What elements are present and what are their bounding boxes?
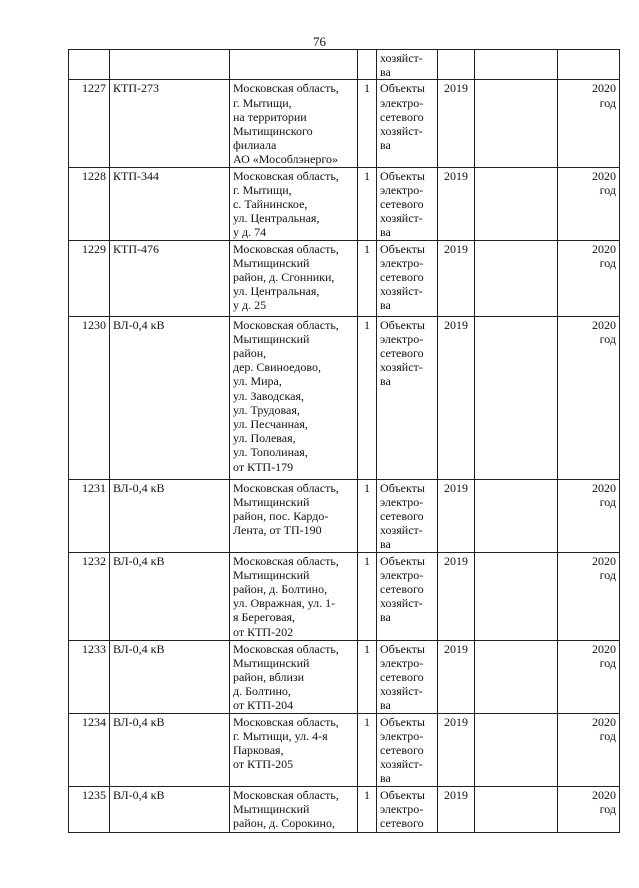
cell-address-line: Московская область, xyxy=(233,81,339,96)
cell-address xyxy=(230,80,358,167)
cell-qty: 1 xyxy=(358,479,377,552)
cell-deadline-line: год xyxy=(599,182,616,197)
cell-type-line: Объекты xyxy=(380,480,425,495)
cell-type-line: ва xyxy=(380,298,391,313)
cell-year: 2019 xyxy=(438,240,475,316)
cell-deadline-line: 2020 xyxy=(592,168,616,183)
cell-year: 2019 xyxy=(438,479,475,552)
cell-qty: 1 xyxy=(358,80,377,167)
cell-qty: 1 xyxy=(358,552,377,640)
cell-address-line: ул. Центральная, xyxy=(233,211,320,226)
cell-deadline-line: 2020 xyxy=(592,787,616,802)
cell-address xyxy=(230,167,358,240)
cell-address-line: г. Мытищи, ул. 4-я xyxy=(233,728,328,743)
cell-qty: 1 xyxy=(358,713,377,786)
cell-deadline xyxy=(558,479,620,552)
cell-name: КТП-344 xyxy=(110,167,230,240)
cell-address-line: у д. 74 xyxy=(233,225,267,240)
cell-num: 1229 xyxy=(69,240,110,316)
cell-year: 2019 xyxy=(438,316,475,479)
cell-empty xyxy=(475,713,558,786)
table-row xyxy=(69,713,620,786)
cell-type-line: Объекты xyxy=(380,553,425,568)
cell-type-line: сетевого xyxy=(380,197,424,212)
cell-name: КТП-273 xyxy=(110,80,230,167)
cell-deadline-line: 2020 xyxy=(592,714,616,729)
cell-num: 1228 xyxy=(69,167,110,240)
table-row-continued xyxy=(69,50,620,80)
cell-name: ВЛ-0,4 кВ xyxy=(110,640,230,713)
cell-deadline-line: 2020 xyxy=(592,641,616,656)
cell-type-line: электро- xyxy=(380,494,424,509)
cell-address-line: Мытищинского xyxy=(233,124,313,139)
cell-type-line: сетевого xyxy=(380,509,424,524)
cell-address xyxy=(230,479,358,552)
cell-address-line: Московская область, xyxy=(233,480,339,495)
cell-address-line: у д. 25 xyxy=(233,298,267,313)
cell-address-line: Мытищинский xyxy=(233,494,310,509)
cell-name: ВЛ-0,4 кВ xyxy=(110,552,230,640)
cell-deadline-line: год xyxy=(599,655,616,670)
cell-type-line: электро- xyxy=(380,182,424,197)
cell-address-line: ул. Песчанная, xyxy=(233,417,308,432)
cell-type-line: ва xyxy=(380,610,391,625)
cell-deadline-line: год xyxy=(599,801,616,816)
cell-type-line: хозяйст- xyxy=(380,684,423,699)
cell-type-line: Объекты xyxy=(380,81,425,96)
cell-address-line: Московская область, xyxy=(233,241,339,256)
cell-address xyxy=(230,713,358,786)
cell-address-line: район, д. Болтино, xyxy=(233,582,328,597)
cell-num xyxy=(69,50,110,80)
cell-type-line: хозяйст- xyxy=(380,360,423,375)
cell-address-line: г. Мытищи, xyxy=(233,182,292,197)
type-line: хозяйст- xyxy=(380,51,423,65)
cell-deadline xyxy=(558,240,620,316)
cell-address-line: ул. Заводская, xyxy=(233,388,304,403)
cell-address-line: Парковая, xyxy=(233,743,284,758)
cell-deadline-line: год xyxy=(599,567,616,582)
cell-address-line: г. Мытищи, xyxy=(233,95,292,110)
cell-name: КТП-476 xyxy=(110,240,230,316)
cell-year: 2019 xyxy=(438,552,475,640)
cell-type-line: электро- xyxy=(380,655,424,670)
cell-deadline-line: 2020 xyxy=(592,81,616,96)
cell-address-line: Мытищинский xyxy=(233,801,310,816)
cell-type-line: электро- xyxy=(380,331,424,346)
cell-type-line: сетевого xyxy=(380,816,424,831)
cell-qty: 1 xyxy=(358,316,377,479)
cell-type-line: Объекты xyxy=(380,168,425,183)
cell-type xyxy=(377,479,438,552)
cell-type-line: Объекты xyxy=(380,317,425,332)
cell-empty xyxy=(475,479,558,552)
cell-deadline-line: год xyxy=(599,255,616,270)
cell-address-line: я Береговая, xyxy=(233,610,296,625)
cell-type xyxy=(377,786,438,832)
cell-deadline xyxy=(558,316,620,479)
cell-type-line: сетевого xyxy=(380,582,424,597)
cell-qty: 1 xyxy=(358,640,377,713)
cell-type-line: Объекты xyxy=(380,241,425,256)
table-row xyxy=(69,80,620,167)
cell-address-line: Мытищинский xyxy=(233,655,310,670)
cell-address-line: от КТП-204 xyxy=(233,698,294,713)
cell-deadline xyxy=(558,80,620,167)
cell-address-line: Московская область, xyxy=(233,553,339,568)
cell-address-line: Московская область, xyxy=(233,787,339,802)
cell-deadline xyxy=(558,50,620,80)
cell-address-line: Мытищинский xyxy=(233,567,310,582)
cell-type-line: электро- xyxy=(380,801,424,816)
cell-address-line: район, xyxy=(233,346,267,361)
type-line: ва xyxy=(380,65,391,80)
cell-address-line: АО «Мособлэнерго» xyxy=(233,152,339,167)
cell-empty xyxy=(475,552,558,640)
cell-address xyxy=(230,50,358,80)
cell-address-line: Московская область, xyxy=(233,168,339,183)
cell-deadline xyxy=(558,552,620,640)
cell-address-line: с. Тайнинское, xyxy=(233,197,308,212)
cell-qty: 1 xyxy=(358,786,377,832)
cell-type-line: сетевого xyxy=(380,670,424,685)
cell-year: 2019 xyxy=(438,80,475,167)
cell-num: 1230 xyxy=(69,316,110,479)
cell-type-line: ва xyxy=(380,374,391,389)
cell-address-line: филиала xyxy=(233,138,277,153)
cell-address-line: Лента, от ТП-190 xyxy=(233,523,322,538)
cell-deadline xyxy=(558,167,620,240)
cell-deadline-line: 2020 xyxy=(592,480,616,495)
cell-type-line: ва xyxy=(380,138,391,153)
cell-type-line: сетевого xyxy=(380,346,424,361)
cell-deadline-line: 2020 xyxy=(592,241,616,256)
cell-type-line: хозяйст- xyxy=(380,124,423,139)
cell-empty xyxy=(475,240,558,316)
cell-year: 2019 xyxy=(438,640,475,713)
cell-address-line: район, пос. Кардо- xyxy=(233,509,329,524)
cell-num: 1231 xyxy=(69,479,110,552)
table-row xyxy=(69,316,620,479)
cell-empty xyxy=(475,316,558,479)
cell-type-line: ва xyxy=(380,225,391,240)
cell-name: ВЛ-0,4 кВ xyxy=(110,479,230,552)
cell-address-line: от КТП-179 xyxy=(233,459,294,474)
cell-name: ВЛ-0,4 кВ xyxy=(110,713,230,786)
cell-address-line: ул. Овражная, ул. 1- xyxy=(233,596,336,611)
cell-deadline-line: год xyxy=(599,95,616,110)
cell-address-line: ул. Трудовая, xyxy=(233,402,300,417)
cell-address xyxy=(230,240,358,316)
cell-type-line: сетевого xyxy=(380,270,424,285)
cell-type xyxy=(377,80,438,167)
cell-name xyxy=(110,50,230,80)
cell-address-line: от КТП-202 xyxy=(233,624,294,639)
cell-empty xyxy=(475,80,558,167)
cell-address-line: д. Болтино, xyxy=(233,684,291,699)
cell-type-line: электро- xyxy=(380,95,424,110)
cell-deadline-line: 2020 xyxy=(592,317,616,332)
cell-deadline-line: год xyxy=(599,494,616,509)
cell-type-line: Объекты xyxy=(380,641,425,656)
table-row xyxy=(69,167,620,240)
page-number: 76 xyxy=(313,34,326,49)
cell-type-line: сетевого xyxy=(380,743,424,758)
cell-type-line: хозяйст- xyxy=(380,757,423,772)
cell-empty xyxy=(475,50,558,80)
cell-name: ВЛ-0,4 кВ xyxy=(110,316,230,479)
cell-type-line: ва xyxy=(380,771,391,786)
cell-address-line: Московская область, xyxy=(233,317,339,332)
objects-table xyxy=(68,49,620,833)
cell-address-line: ул. Полевая, xyxy=(233,431,296,446)
table-body xyxy=(69,50,620,833)
cell-num: 1232 xyxy=(69,552,110,640)
cell-type xyxy=(377,640,438,713)
cell-address-line: ул. Тополиная, xyxy=(233,445,308,460)
cell-address-line: от КТП-205 xyxy=(233,757,294,772)
table-row xyxy=(69,786,620,832)
cell-address xyxy=(230,786,358,832)
table-row xyxy=(69,479,620,552)
cell-type xyxy=(377,713,438,786)
cell-address-line: Мытищинский xyxy=(233,331,310,346)
cell-type-line: электро- xyxy=(380,567,424,582)
cell-num: 1234 xyxy=(69,713,110,786)
cell-address-line: ул. Мира, xyxy=(233,374,282,389)
cell-type-line: электро- xyxy=(380,728,424,743)
cell-deadline xyxy=(558,713,620,786)
cell-address-line: район, д. Сгонники, xyxy=(233,270,335,285)
cell-qty: 1 xyxy=(358,167,377,240)
cell-address-line: ул. Центральная, xyxy=(233,284,320,299)
cell-type xyxy=(377,167,438,240)
cell-type-line: ва xyxy=(380,537,391,552)
cell-qty xyxy=(358,50,377,80)
cell-empty xyxy=(475,167,558,240)
cell-num: 1233 xyxy=(69,640,110,713)
cell-type xyxy=(377,240,438,316)
cell-address xyxy=(230,552,358,640)
cell-deadline xyxy=(558,786,620,832)
cell-deadline-line: год xyxy=(599,728,616,743)
cell-year xyxy=(438,50,475,80)
cell-address xyxy=(230,640,358,713)
cell-type-line: электро- xyxy=(380,255,424,270)
cell-deadline-line: 2020 xyxy=(592,553,616,568)
cell-address-line: на территории xyxy=(233,109,307,124)
cell-deadline-line: год xyxy=(599,331,616,346)
cell-address-line: Мытищинский xyxy=(233,255,310,270)
cell-type-line: хозяйст- xyxy=(380,211,423,226)
cell-num: 1235 xyxy=(69,786,110,832)
cell-type xyxy=(377,50,438,80)
cell-year: 2019 xyxy=(438,786,475,832)
table-row xyxy=(69,240,620,316)
table-row xyxy=(69,552,620,640)
cell-address-line: район, д. Сорокино, xyxy=(233,816,335,831)
cell-num: 1227 xyxy=(69,80,110,167)
cell-address-line: Московская область, xyxy=(233,714,339,729)
cell-address xyxy=(230,316,358,479)
table-row xyxy=(69,640,620,713)
cell-type-line: сетевого xyxy=(380,109,424,124)
cell-type xyxy=(377,316,438,479)
cell-type-line: Объекты xyxy=(380,787,425,802)
cell-deadline xyxy=(558,640,620,713)
cell-qty: 1 xyxy=(358,240,377,316)
cell-type-line: хозяйст- xyxy=(380,284,423,299)
cell-name: ВЛ-0,4 кВ xyxy=(110,786,230,832)
cell-address-line: дер. Свиноедово, xyxy=(233,360,321,375)
cell-year: 2019 xyxy=(438,713,475,786)
cell-address-line: Московская область, xyxy=(233,641,339,656)
cell-type xyxy=(377,552,438,640)
cell-year: 2019 xyxy=(438,167,475,240)
cell-address-line: район, вблизи xyxy=(233,670,305,685)
cell-type-line: хозяйст- xyxy=(380,596,423,611)
cell-type-line: Объекты xyxy=(380,714,425,729)
cell-type-line: хозяйст- xyxy=(380,523,423,538)
cell-type-line: ва xyxy=(380,698,391,713)
cell-empty xyxy=(475,640,558,713)
cell-empty xyxy=(475,786,558,832)
